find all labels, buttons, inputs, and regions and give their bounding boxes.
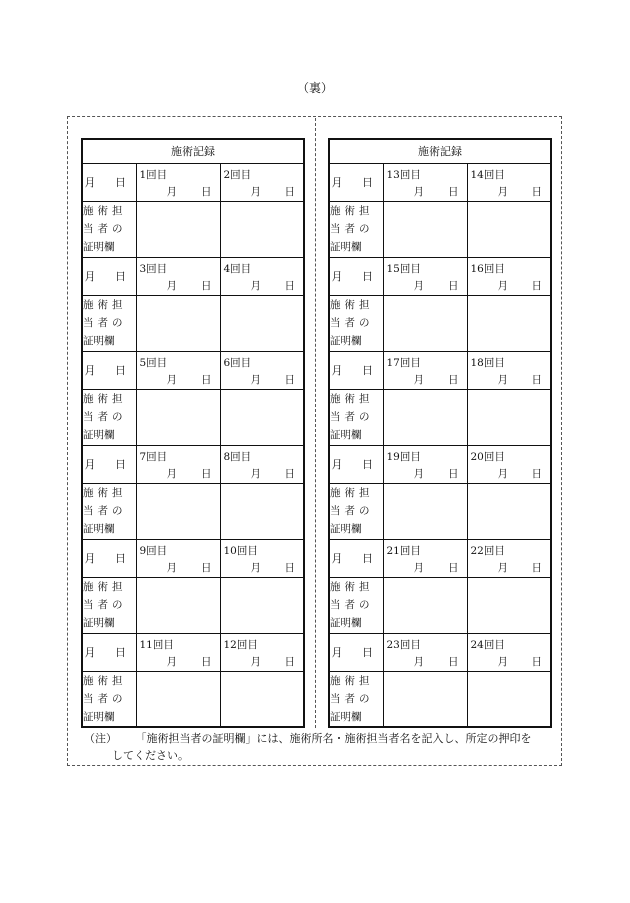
certification-box[interactable]: [467, 483, 551, 539]
day-label: 日: [201, 655, 212, 668]
month-label: 月: [166, 655, 177, 668]
certification-box[interactable]: [220, 671, 304, 727]
date-label: 月 日: [329, 257, 383, 295]
date-row: [329, 633, 551, 671]
certification-label: [329, 201, 383, 257]
visit-number: 15回目: [386, 262, 421, 275]
visit-date-cell[interactable]: [220, 633, 304, 671]
visit-date-cell[interactable]: [136, 539, 220, 577]
month-label: 月: [250, 373, 261, 386]
visit-number: 23回目: [386, 638, 421, 651]
visit-date-cell[interactable]: [220, 163, 304, 201]
certification-label: [82, 671, 136, 727]
certification-box[interactable]: [136, 389, 220, 445]
certification-label-line-3: 証明欄: [83, 240, 115, 253]
day-label: 日: [531, 373, 543, 386]
visit-number: 18回目: [470, 356, 505, 369]
visit-number: 21回目: [386, 544, 421, 557]
certification-label: [82, 577, 136, 633]
month-label: 月: [497, 373, 508, 386]
month-label: 月: [413, 467, 424, 480]
day-label: 日: [531, 655, 543, 668]
date-row: [82, 445, 304, 483]
date-label: 月 日: [329, 163, 383, 201]
card-title: 施術記録: [329, 139, 551, 163]
certification-label-line-2: 当者の: [330, 316, 374, 329]
visit-number: 10回目: [223, 544, 258, 557]
certification-label: [329, 577, 383, 633]
month-label: 月: [413, 373, 424, 386]
certification-box[interactable]: [467, 577, 551, 633]
certification-label-line-2: 当者の: [83, 504, 127, 517]
date-label: 月 日: [82, 539, 136, 577]
month-label: 月: [413, 185, 424, 198]
date-row: [329, 539, 551, 577]
visit-number: 8回目: [223, 450, 252, 463]
visit-number: 14回目: [470, 168, 505, 181]
certification-label-line-1: 施術担: [330, 392, 374, 405]
footnote-line-2: してください。: [112, 749, 189, 762]
certification-label-line-2: 当者の: [330, 692, 374, 705]
certification-box[interactable]: [467, 201, 551, 257]
certification-box[interactable]: [220, 295, 304, 351]
day-label: 日: [201, 373, 212, 386]
visit-date-cell[interactable]: [383, 351, 467, 389]
date-row: [329, 351, 551, 389]
visit-number: 6回目: [223, 356, 252, 369]
date-row: [82, 633, 304, 671]
visit-number: 11回目: [139, 638, 174, 651]
certification-box[interactable]: [467, 671, 551, 727]
certification-label-line-1: 施術担: [83, 392, 127, 405]
month-label: 月: [166, 467, 177, 480]
day-label: 日: [531, 279, 543, 292]
date-label: 月 日: [82, 445, 136, 483]
day-label: 日: [284, 279, 296, 292]
certification-row: [329, 577, 551, 633]
visit-number: 19回目: [386, 450, 421, 463]
visit-number: 3回目: [139, 262, 168, 275]
certification-row: [329, 389, 551, 445]
certification-row: [82, 295, 304, 351]
certification-label-line-1: 施術担: [330, 204, 374, 217]
certification-row: [329, 295, 551, 351]
certification-box[interactable]: [383, 295, 467, 351]
dashed-center-divider: [315, 118, 316, 728]
visit-date-cell[interactable]: [383, 163, 467, 201]
visit-date-cell[interactable]: [383, 539, 467, 577]
day-label: 日: [448, 279, 459, 292]
certification-label-line-3: 証明欄: [330, 522, 362, 535]
treatment-record-card-right: [328, 138, 552, 728]
month-label: 月: [497, 185, 508, 198]
day-label: 日: [284, 561, 296, 574]
certification-box[interactable]: [136, 295, 220, 351]
certification-label-line-2: 当者の: [330, 410, 374, 423]
certification-label-line-2: 当者の: [83, 222, 127, 235]
date-label: 月 日: [329, 539, 383, 577]
date-label: 月 日: [82, 257, 136, 295]
visit-date-cell[interactable]: [467, 445, 551, 483]
visit-date-cell[interactable]: [383, 445, 467, 483]
visit-number: 20回目: [470, 450, 505, 463]
day-label: 日: [448, 655, 459, 668]
certification-box[interactable]: [383, 671, 467, 727]
visit-number: 1回目: [139, 168, 168, 181]
treatment-record-card-left: [81, 138, 305, 728]
day-label: 日: [201, 561, 212, 574]
certification-label-line-3: 証明欄: [83, 522, 115, 535]
certification-label-line-2: 当者の: [83, 692, 127, 705]
visit-number: 12回目: [223, 638, 258, 651]
visit-date-cell[interactable]: [220, 445, 304, 483]
certification-box[interactable]: [220, 389, 304, 445]
visit-number: 24回目: [470, 638, 505, 651]
day-label: 日: [448, 561, 459, 574]
day-label: 日: [531, 185, 543, 198]
certification-row: [329, 483, 551, 539]
month-label: 月: [166, 373, 177, 386]
date-row: [82, 351, 304, 389]
visit-date-cell[interactable]: [136, 163, 220, 201]
certification-label-line-2: 当者の: [330, 598, 374, 611]
month-label: 月: [166, 185, 177, 198]
certification-label-line-3: 証明欄: [330, 334, 362, 347]
visit-date-cell[interactable]: [136, 257, 220, 295]
month-label: 月: [413, 279, 424, 292]
certification-label-line-3: 証明欄: [330, 428, 362, 441]
footnote: [84, 730, 562, 764]
certification-box[interactable]: [383, 201, 467, 257]
certification-row: [329, 671, 551, 727]
certification-label: [82, 389, 136, 445]
month-label: 月: [497, 279, 508, 292]
certification-label-line-3: 証明欄: [330, 710, 362, 723]
month-label: 月: [250, 655, 261, 668]
page-header: （裏）: [296, 81, 333, 95]
visit-date-cell[interactable]: [220, 539, 304, 577]
date-row: [82, 163, 304, 201]
certification-label: [82, 483, 136, 539]
certification-box[interactable]: [383, 483, 467, 539]
date-row: [82, 257, 304, 295]
certification-label-line-1: 施術担: [83, 204, 127, 217]
certification-box[interactable]: [136, 671, 220, 727]
day-label: 日: [201, 467, 212, 480]
certification-row: [82, 483, 304, 539]
visit-number: 7回目: [139, 450, 168, 463]
date-label: 月 日: [329, 445, 383, 483]
visit-number: 16回目: [470, 262, 505, 275]
month-label: 月: [166, 561, 177, 574]
certification-label-line-2: 当者の: [330, 504, 374, 517]
visit-date-cell[interactable]: [136, 351, 220, 389]
day-label: 日: [284, 185, 296, 198]
certification-box[interactable]: [220, 483, 304, 539]
certification-box[interactable]: [467, 295, 551, 351]
month-label: 月: [413, 655, 424, 668]
certification-box[interactable]: [136, 483, 220, 539]
certification-box[interactable]: [467, 389, 551, 445]
certification-row: [82, 671, 304, 727]
date-label: 月 日: [329, 633, 383, 671]
day-label: 日: [531, 467, 543, 480]
visit-number: 13回目: [386, 168, 421, 181]
visit-date-cell[interactable]: [467, 633, 551, 671]
certification-label: [329, 389, 383, 445]
certification-label: [82, 295, 136, 351]
certification-label-line-3: 証明欄: [330, 616, 362, 629]
certification-row: [329, 201, 551, 257]
certification-label-line-1: 施術担: [330, 580, 374, 593]
month-label: 月: [250, 279, 261, 292]
certification-box[interactable]: [383, 577, 467, 633]
visit-date-cell[interactable]: [136, 633, 220, 671]
day-label: 日: [448, 373, 459, 386]
visit-number: 2回目: [223, 168, 252, 181]
certification-box[interactable]: [220, 577, 304, 633]
certification-box[interactable]: [136, 201, 220, 257]
visit-number: 17回目: [386, 356, 421, 369]
day-label: 日: [448, 467, 459, 480]
visit-date-cell[interactable]: [467, 257, 551, 295]
certification-label-line-3: 証明欄: [83, 616, 115, 629]
day-label: 日: [284, 467, 296, 480]
card-title: 施術記録: [82, 139, 304, 163]
date-label: 月 日: [82, 163, 136, 201]
month-label: 月: [413, 561, 424, 574]
certification-row: [82, 201, 304, 257]
visit-number: 22回目: [470, 544, 505, 557]
visit-date-cell[interactable]: [383, 633, 467, 671]
month-label: 月: [166, 279, 177, 292]
date-row: [329, 257, 551, 295]
certification-label-line-2: 当者の: [83, 598, 127, 611]
certification-label: [329, 671, 383, 727]
visit-number: 4回目: [223, 262, 252, 275]
date-row: [329, 445, 551, 483]
certification-box[interactable]: [383, 389, 467, 445]
certification-label-line-1: 施術担: [83, 298, 127, 311]
month-label: 月: [250, 185, 261, 198]
certification-label: [329, 295, 383, 351]
footnote-label: （注）: [84, 732, 117, 745]
certification-label-line-1: 施術担: [83, 580, 127, 593]
date-row: [82, 539, 304, 577]
month-label: 月: [250, 561, 261, 574]
day-label: 日: [201, 279, 212, 292]
visit-date-cell[interactable]: [467, 351, 551, 389]
visit-date-cell[interactable]: [220, 257, 304, 295]
visit-date-cell[interactable]: [467, 539, 551, 577]
date-row: [329, 163, 551, 201]
certification-label-line-1: 施術担: [83, 486, 127, 499]
visit-number: 5回目: [139, 356, 168, 369]
day-label: 日: [448, 185, 459, 198]
certification-label: [82, 201, 136, 257]
certification-label-line-3: 証明欄: [330, 240, 362, 253]
footnote-line-1: 「施術担当者の証明欄」には、施術所名・施術担当者名を記入し、所定の押印を: [141, 732, 532, 745]
day-label: 日: [201, 185, 212, 198]
certification-label-line-1: 施術担: [330, 674, 374, 687]
month-label: 月: [497, 655, 508, 668]
day-label: 日: [531, 561, 543, 574]
month-label: 月: [497, 561, 508, 574]
certification-label-line-3: 証明欄: [83, 428, 115, 441]
certification-row: [82, 577, 304, 633]
certification-row: [82, 389, 304, 445]
certification-label-line-2: 当者の: [83, 410, 127, 423]
certification-label: [329, 483, 383, 539]
date-label: 月 日: [82, 633, 136, 671]
visit-date-cell[interactable]: [220, 351, 304, 389]
certification-box[interactable]: [220, 201, 304, 257]
day-label: 日: [284, 655, 296, 668]
date-label: 月 日: [329, 351, 383, 389]
visit-date-cell[interactable]: [136, 445, 220, 483]
certification-label-line-1: 施術担: [83, 674, 127, 687]
month-label: 月: [497, 467, 508, 480]
certification-label-line-1: 施術担: [330, 486, 374, 499]
certification-label-line-2: 当者の: [330, 222, 374, 235]
date-label: 月 日: [82, 351, 136, 389]
certification-box[interactable]: [136, 577, 220, 633]
visit-number: 9回目: [139, 544, 168, 557]
visit-date-cell[interactable]: [383, 257, 467, 295]
certification-label-line-2: 当者の: [83, 316, 127, 329]
certification-label-line-3: 証明欄: [83, 334, 115, 347]
certification-label-line-1: 施術担: [330, 298, 374, 311]
day-label: 日: [284, 373, 296, 386]
visit-date-cell[interactable]: [467, 163, 551, 201]
certification-label-line-3: 証明欄: [83, 710, 115, 723]
month-label: 月: [250, 467, 261, 480]
